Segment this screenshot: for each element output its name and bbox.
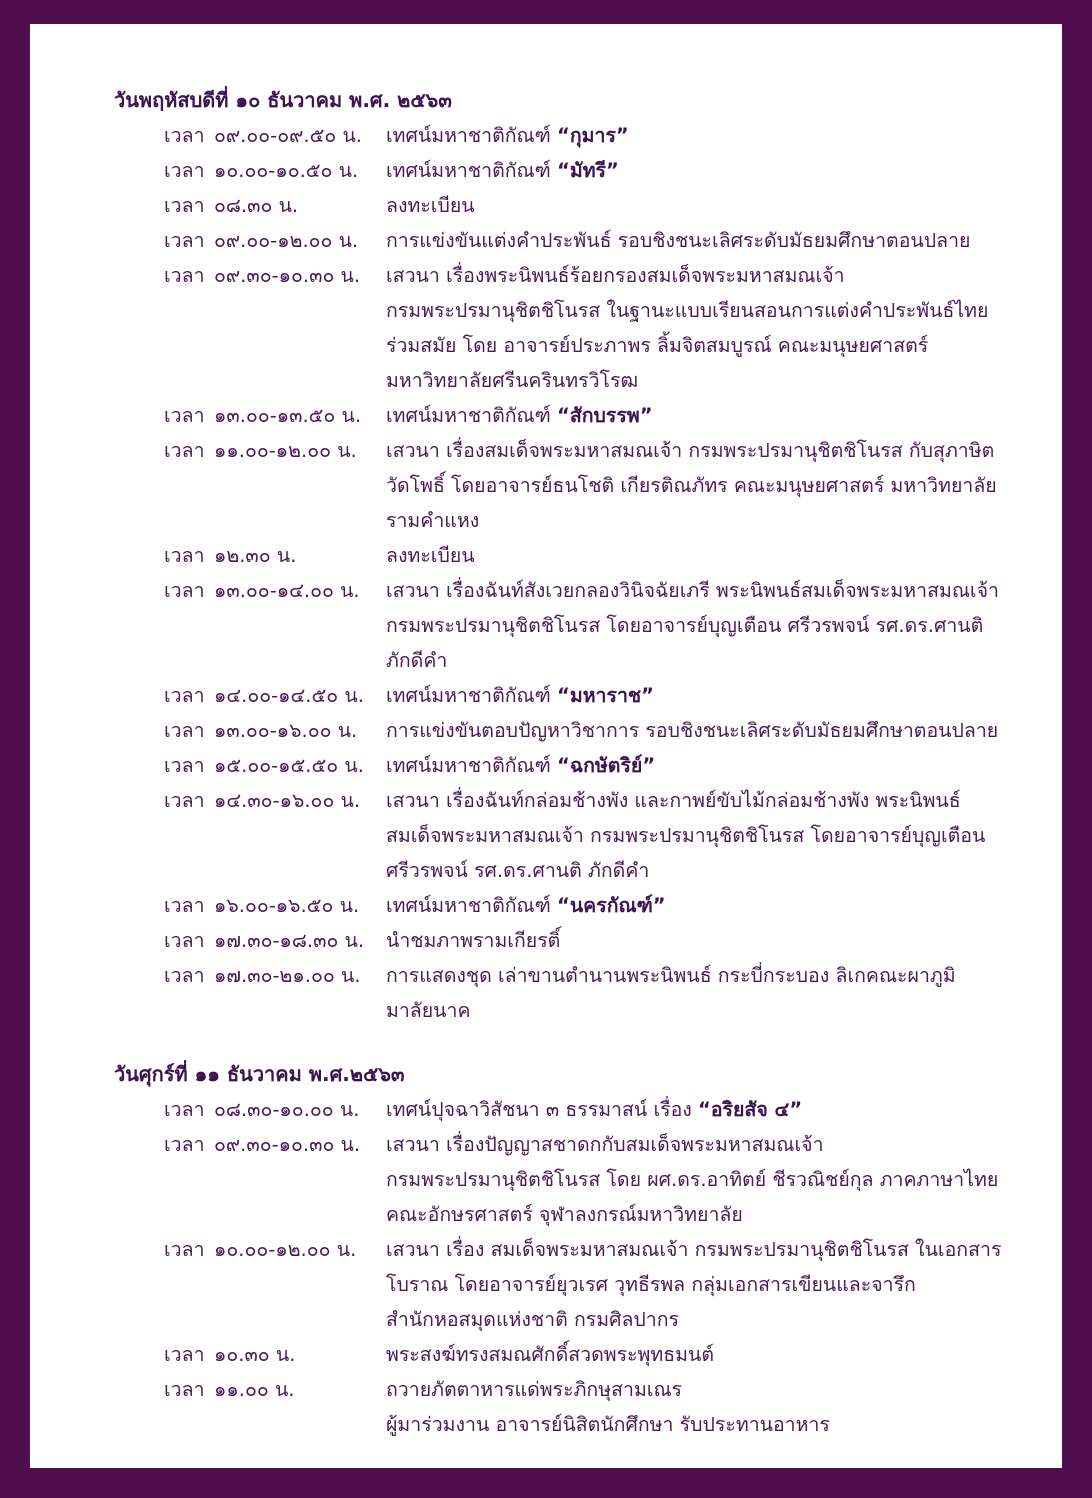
description-text: เสวนา เรื่องปัญญาสชาดกกับสมเด็จพระมหาสมณเจ้า	[386, 1133, 824, 1156]
description-text: ร่วมสมัย โดย อาจารย์ประภาพร ลิ้มจิตสมบูรณ์ คณะมนุษยศาสตร์	[386, 334, 929, 357]
description-line	[386, 678, 1014, 713]
time-label: เวลา	[164, 124, 205, 147]
time-range: ๑๒.๓๐ น.	[214, 544, 297, 567]
sermon-title: “อริยสัจ ๔”	[698, 1098, 803, 1121]
time-range: ๑๔.๓๐-๑๖.๐๐ น.	[214, 789, 361, 812]
time-range: ๑๑.๐๐ น.	[214, 1378, 295, 1401]
description-text: การแข่งขันตอบปัญหาวิชาการ รอบชิงชนะเลิศระดับมัธยมศึกษาตอนปลาย	[386, 719, 999, 742]
description-line	[386, 1092, 1014, 1127]
event-description	[386, 678, 1014, 713]
schedule-row	[114, 573, 1014, 678]
description-text: เทศน์มหาชาติกัณฑ์	[386, 404, 551, 427]
schedule-row	[114, 258, 1014, 398]
time-label: เวลา	[164, 544, 205, 567]
description-text: ลงทะเบียน	[386, 194, 475, 217]
schedule-row	[114, 1092, 1014, 1127]
event-description	[386, 188, 1014, 223]
time-range: ๑๓.๐๐-๑๓.๕๐ น.	[214, 404, 362, 427]
time-range: ๑๐.๐๐-๑๐.๕๐ น.	[214, 159, 359, 182]
description-line	[386, 398, 1014, 433]
description-text: กรมพระปรมานุชิตชิโนรส โดย ผศ.ดร.อาทิตย์ ชีรวณิชย์กุล ภาคภาษาไทย	[386, 1168, 999, 1191]
schedule-row	[114, 1372, 1014, 1442]
description-text: เสวนา เรื่องพระนิพนธ์ร้อยกรองสมเด็จพระมหาสมณเจ้า	[386, 264, 845, 287]
time-label: เวลา	[164, 929, 205, 952]
description-text: กรมพระปรมานุชิตชิโนรส โดยอาจารย์บุญเตือน ศรีวรพจน์ รศ.ดร.ศานติ	[386, 614, 984, 637]
time-label: เวลา	[164, 1378, 205, 1401]
time-range: ๐๘.๓๐ น.	[214, 194, 299, 217]
document-page	[30, 24, 1062, 1468]
sermon-title: “สักบรรพ”	[557, 404, 653, 427]
schedule-row	[114, 433, 1014, 538]
sermon-title: “มัทรี”	[557, 159, 619, 182]
schedule-row	[114, 1127, 1014, 1232]
description-text: สำนักหอสมุดแห่งชาติ กรมศิลปากร	[386, 1308, 680, 1331]
schedule-row	[114, 783, 1014, 888]
time-range: ๑๐.๓๐ น.	[214, 1343, 296, 1366]
description-line	[386, 853, 1014, 888]
event-description	[386, 1232, 1014, 1337]
event-description	[386, 713, 1014, 748]
schedule-row	[114, 1232, 1014, 1337]
time-range: ๑๗.๓๐-๒๑.๐๐ น.	[214, 964, 361, 987]
time-label: เวลา	[164, 579, 205, 602]
time-label: เวลา	[164, 404, 205, 427]
description-line	[386, 1232, 1014, 1267]
time-range: ๑๗.๓๐-๑๘.๓๐ น.	[214, 929, 365, 952]
description-line	[386, 153, 1014, 188]
sermon-title: “กุมาร”	[557, 124, 629, 147]
event-description	[386, 1092, 1014, 1127]
time-range: ๑๑.๐๐-๑๒.๐๐ น.	[214, 439, 357, 462]
description-text: กรมพระปรมานุชิตชิโนรส ในฐานะแบบเรียนสอนการแต่งคำประพันธ์ไทย	[386, 299, 989, 322]
time-range: ๐๙.๐๐-๑๒.๐๐ น.	[214, 229, 359, 252]
sermon-title: “นครกัณฑ์”	[557, 894, 666, 917]
schedule-row	[114, 398, 1014, 433]
time-label: เวลา	[164, 194, 205, 217]
time-label: เวลา	[164, 439, 205, 462]
time-label: เวลา	[164, 1238, 205, 1261]
description-text: การแข่งขันแต่งคำประพันธ์ รอบชิงชนะเลิศระดับมัธยมศึกษาตอนปลาย	[386, 229, 971, 252]
description-line	[386, 468, 1014, 503]
event-description	[386, 433, 1014, 538]
schedule-row	[114, 538, 1014, 573]
description-text: สมเด็จพระมหาสมณเจ้า กรมพระปรมานุชิตชิโนรส โดยอาจารย์บุญเตือน	[386, 824, 986, 847]
description-text: ศรีวรพจน์ รศ.ดร.ศานติ ภักดีคำ	[386, 859, 650, 882]
description-line	[386, 993, 1014, 1028]
time-label: เวลา	[164, 229, 205, 252]
description-line	[386, 118, 1014, 153]
event-description	[386, 398, 1014, 433]
description-line	[386, 188, 1014, 223]
day-heading: วันศุกร์ที่ ๑๑ ธันวาคม พ.ศ.๒๕๖๓	[114, 1062, 405, 1086]
description-line	[386, 293, 1014, 328]
description-text: คณะอักษรศาสตร์ จุฬาลงกรณ์มหาวิทยาลัย	[386, 1203, 743, 1226]
time-range: ๑๓.๐๐-๑๔.๐๐ น.	[214, 579, 360, 602]
description-line	[386, 433, 1014, 468]
sermon-title: “ฉกษัตริย์”	[557, 754, 656, 777]
description-line	[386, 503, 1014, 538]
description-line	[386, 1197, 1014, 1232]
time-label: เวลา	[164, 894, 205, 917]
day-heading: วันพฤหัสบดีที่ ๑๐ ธันวาคม พ.ศ. ๒๕๖๓	[114, 88, 452, 112]
description-text: เสวนา เรื่องฉันท์กล่อมช้างพัง และกาพย์ขับไม้กล่อมช้างพัง พระนิพนธ์	[386, 789, 961, 812]
schedule-row	[114, 958, 1014, 1028]
event-description	[386, 258, 1014, 398]
description-text: ลงทะเบียน	[386, 544, 475, 567]
description-text: โบราณ โดยอาจารย์ยุวเรศ วุทธีรพล กลุ่มเอกสารเขียนและจารึก	[386, 1273, 916, 1296]
sermon-title: “มหาราช”	[557, 684, 654, 707]
schedule	[114, 82, 1014, 1442]
description-text: เทศน์มหาชาติกัณฑ์	[386, 684, 551, 707]
description-text: นำชมภาพรามเกียรติ์	[386, 929, 561, 952]
description-line	[386, 1372, 1014, 1407]
description-line	[386, 1162, 1014, 1197]
description-line	[386, 1127, 1014, 1162]
schedule-row	[114, 223, 1014, 258]
event-description	[386, 783, 1014, 888]
time-label: เวลา	[164, 719, 205, 742]
description-line	[386, 538, 1014, 573]
time-range: ๑๓.๐๐-๑๖.๐๐ น.	[214, 719, 358, 742]
event-description	[386, 153, 1014, 188]
event-description	[386, 538, 1014, 573]
schedule-row	[114, 188, 1014, 223]
event-description	[386, 888, 1014, 923]
description-line	[386, 888, 1014, 923]
schedule-row	[114, 118, 1014, 153]
time-range: ๐๘.๓๐-๑๐.๐๐ น.	[214, 1098, 360, 1121]
description-text: การแสดงชุด เล่าขานตำนานพระนิพนธ์ กระบี่กระบอง ลิเกคณะผาภูมิ	[386, 964, 956, 987]
time-range: ๑๐.๐๐-๑๒.๐๐ น.	[214, 1238, 357, 1261]
time-label: เวลา	[164, 964, 205, 987]
time-range: ๑๖.๐๐-๑๖.๕๐ น.	[214, 894, 360, 917]
description-line	[386, 818, 1014, 853]
description-line	[386, 608, 1014, 643]
time-label: เวลา	[164, 1133, 205, 1156]
event-description	[386, 118, 1014, 153]
description-text: เสวนา เรื่อง สมเด็จพระมหาสมณเจ้า กรมพระปรมานุชิตชิโนรส ในเอกสาร	[386, 1238, 1002, 1261]
description-line	[386, 573, 1014, 608]
description-text: ผู้มาร่วมงาน อาจารย์นิสิตนักศึกษา รับประทานอาหาร	[386, 1413, 830, 1436]
time-label: เวลา	[164, 789, 205, 812]
description-line	[386, 258, 1014, 293]
description-text: เทศน์มหาชาติกัณฑ์	[386, 124, 551, 147]
schedule-row	[114, 678, 1014, 713]
description-line	[386, 643, 1014, 678]
time-label: เวลา	[164, 1343, 205, 1366]
description-text: ภักดีคำ	[386, 649, 448, 672]
description-text: ถวายภัตตาหารแด่พระภิกษุสามเณร	[386, 1378, 683, 1401]
time-range: ๑๕.๐๐-๑๕.๕๐ น.	[214, 754, 364, 777]
time-label: เวลา	[164, 264, 205, 287]
description-line	[386, 923, 1014, 958]
description-text: รามคำแหง	[386, 509, 480, 532]
event-description	[386, 748, 1014, 783]
description-line	[386, 713, 1014, 748]
description-text: วัดโพธิ์ โดยอาจารย์ธนโชติ เกียรติณภัทร คณะมนุษยศาสตร์ มหาวิทยาลัย	[386, 474, 997, 497]
description-line	[386, 1407, 1014, 1442]
description-text: เสวนา เรื่องฉันท์สังเวยกลองวินิจฉัยเภรี พระนิพนธ์สมเด็จพระมหาสมณเจ้า	[386, 579, 999, 602]
time-range: ๐๙.๐๐-๐๙.๕๐ น.	[214, 124, 362, 147]
description-text: เทศน์มหาชาติกัณฑ์	[386, 894, 551, 917]
description-text: เสวนา เรื่องสมเด็จพระมหาสมณเจ้า กรมพระปรมานุชิตชิโนรส กับสุภาษิต	[386, 439, 995, 462]
event-description	[386, 958, 1014, 1028]
schedule-row	[114, 1337, 1014, 1372]
time-label: เวลา	[164, 1098, 205, 1121]
time-range: ๑๔.๐๐-๑๔.๕๐ น.	[214, 684, 364, 707]
time-range: ๐๙.๓๐-๑๐.๓๐ น.	[214, 1133, 361, 1156]
event-description	[386, 1372, 1014, 1442]
time-label: เวลา	[164, 159, 205, 182]
event-description	[386, 1127, 1014, 1232]
time-label: เวลา	[164, 754, 205, 777]
description-line	[386, 223, 1014, 258]
description-text: เทศน์มหาชาติกัณฑ์	[386, 159, 551, 182]
schedule-row	[114, 153, 1014, 188]
description-text: เทศน์มหาชาติกัณฑ์	[386, 754, 551, 777]
event-description	[386, 923, 1014, 958]
description-line	[386, 748, 1014, 783]
event-description	[386, 223, 1014, 258]
day-separator	[114, 1028, 1014, 1056]
event-description	[386, 573, 1014, 678]
description-line	[386, 1337, 1014, 1372]
schedule-row	[114, 888, 1014, 923]
time-range: ๐๙.๓๐-๑๐.๓๐ น.	[214, 264, 361, 287]
description-text: พระสงฆ์ทรงสมณศักดิ์สวดพระพุทธมนต์	[386, 1343, 715, 1366]
schedule-row	[114, 748, 1014, 783]
description-text: เทศน์ปุจฉาวิสัชนา ๓ ธรรมาสน์ เรื่อง	[386, 1098, 692, 1121]
time-label: เวลา	[164, 684, 205, 707]
schedule-row	[114, 923, 1014, 958]
description-line	[386, 363, 1014, 398]
event-description	[386, 1337, 1014, 1372]
description-line	[386, 958, 1014, 993]
description-text: มาลัยนาค	[386, 999, 471, 1022]
description-line	[386, 1302, 1014, 1337]
description-line	[386, 1267, 1014, 1302]
schedule-row	[114, 713, 1014, 748]
description-line	[386, 783, 1014, 818]
description-line	[386, 328, 1014, 363]
description-text: มหาวิทยาลัยศรีนครินทรวิโรฒ	[386, 369, 639, 392]
